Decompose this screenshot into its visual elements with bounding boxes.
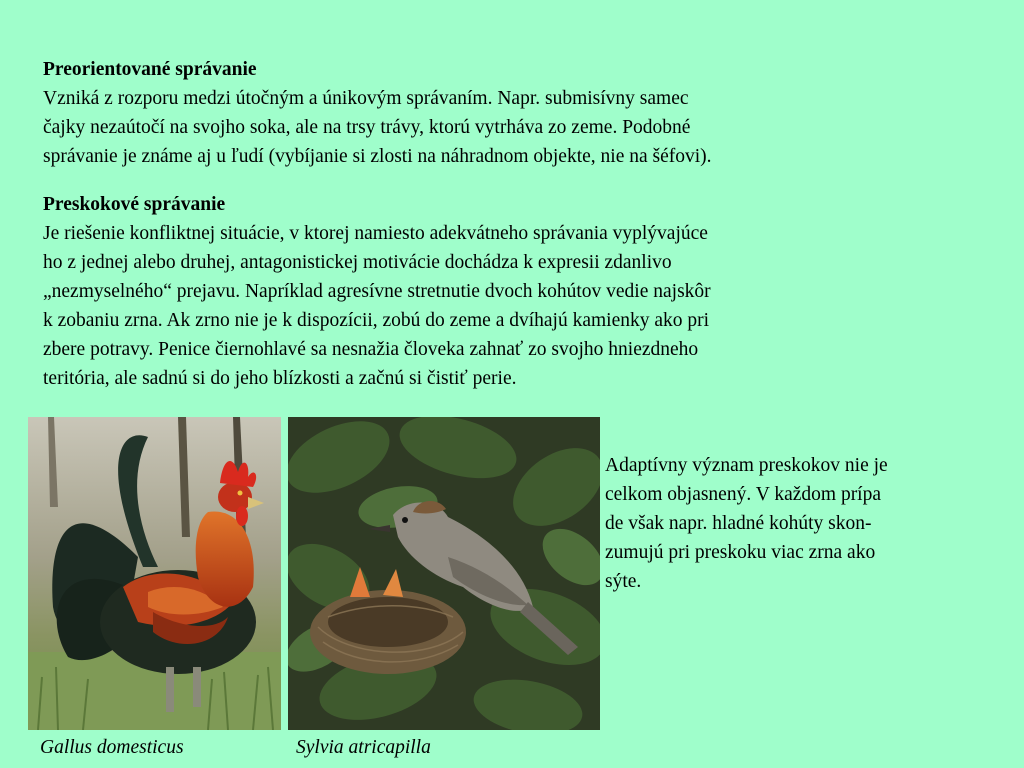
paragraph-line: teritória, ale sadnú si do jeho blízkosti a začnú si čistiť perie. xyxy=(43,368,517,389)
paragraph-line: Je riešenie konfliktnej situácie, v ktorej namiesto adekvátneho správania vyplývajúce xyxy=(43,223,708,244)
side-note xyxy=(605,451,888,596)
paragraph-line: zbere potravy. Penice čiernohlavé sa nesnažia človeka zahnať zo svojho hniezdneho xyxy=(43,339,699,360)
paragraph-line: správanie je známe aj u ľudí (vybíjanie si zlosti na náhradnom objekte, nie na šéfovi). xyxy=(43,146,712,167)
rooster-photo xyxy=(28,417,281,730)
warbler-photo xyxy=(288,417,600,730)
section-title: Preskokové správanie xyxy=(43,194,226,215)
paragraph-line: „nezmyselného“ prejavu. Napríklad agresívne stretnutie dvoch kohútov vedie najskôr xyxy=(43,281,711,302)
warbler-caption: Sylvia atricapilla xyxy=(296,737,431,758)
section-title: Preorientované správanie xyxy=(43,59,257,80)
paragraph-line: čajky nezaútočí na svojho soka, ale na trsy trávy, ktorú vytrháva zo zeme. Podobné xyxy=(43,117,691,138)
side-note-line: sýte. xyxy=(605,571,642,592)
side-note-line: Adaptívny význam preskokov nie je xyxy=(605,455,888,476)
paragraph-line: Vzniká z rozporu medzi útočným a únikovým správaním. Napr. submisívny samec xyxy=(43,88,689,109)
side-note-line: celkom objasnený. V každom prípa xyxy=(605,484,882,505)
side-note-line: de však napr. hladné kohúty skon- xyxy=(605,513,872,534)
section-preoriented xyxy=(43,55,712,171)
rooster-caption: Gallus domesticus xyxy=(40,737,184,758)
paragraph-line: k zobaniu zrna. Ak zrno nie je k dispozícii, zobú do zeme a dvíhajú kamienky ako pri xyxy=(43,310,710,331)
paragraph-line: ho z jednej alebo druhej, antagonistickej motivácie dochádza k expresii zdanlivo xyxy=(43,252,672,273)
side-note-line: zumujú pri preskoku viac zrna ako xyxy=(605,542,876,563)
section-displacement xyxy=(43,190,711,393)
